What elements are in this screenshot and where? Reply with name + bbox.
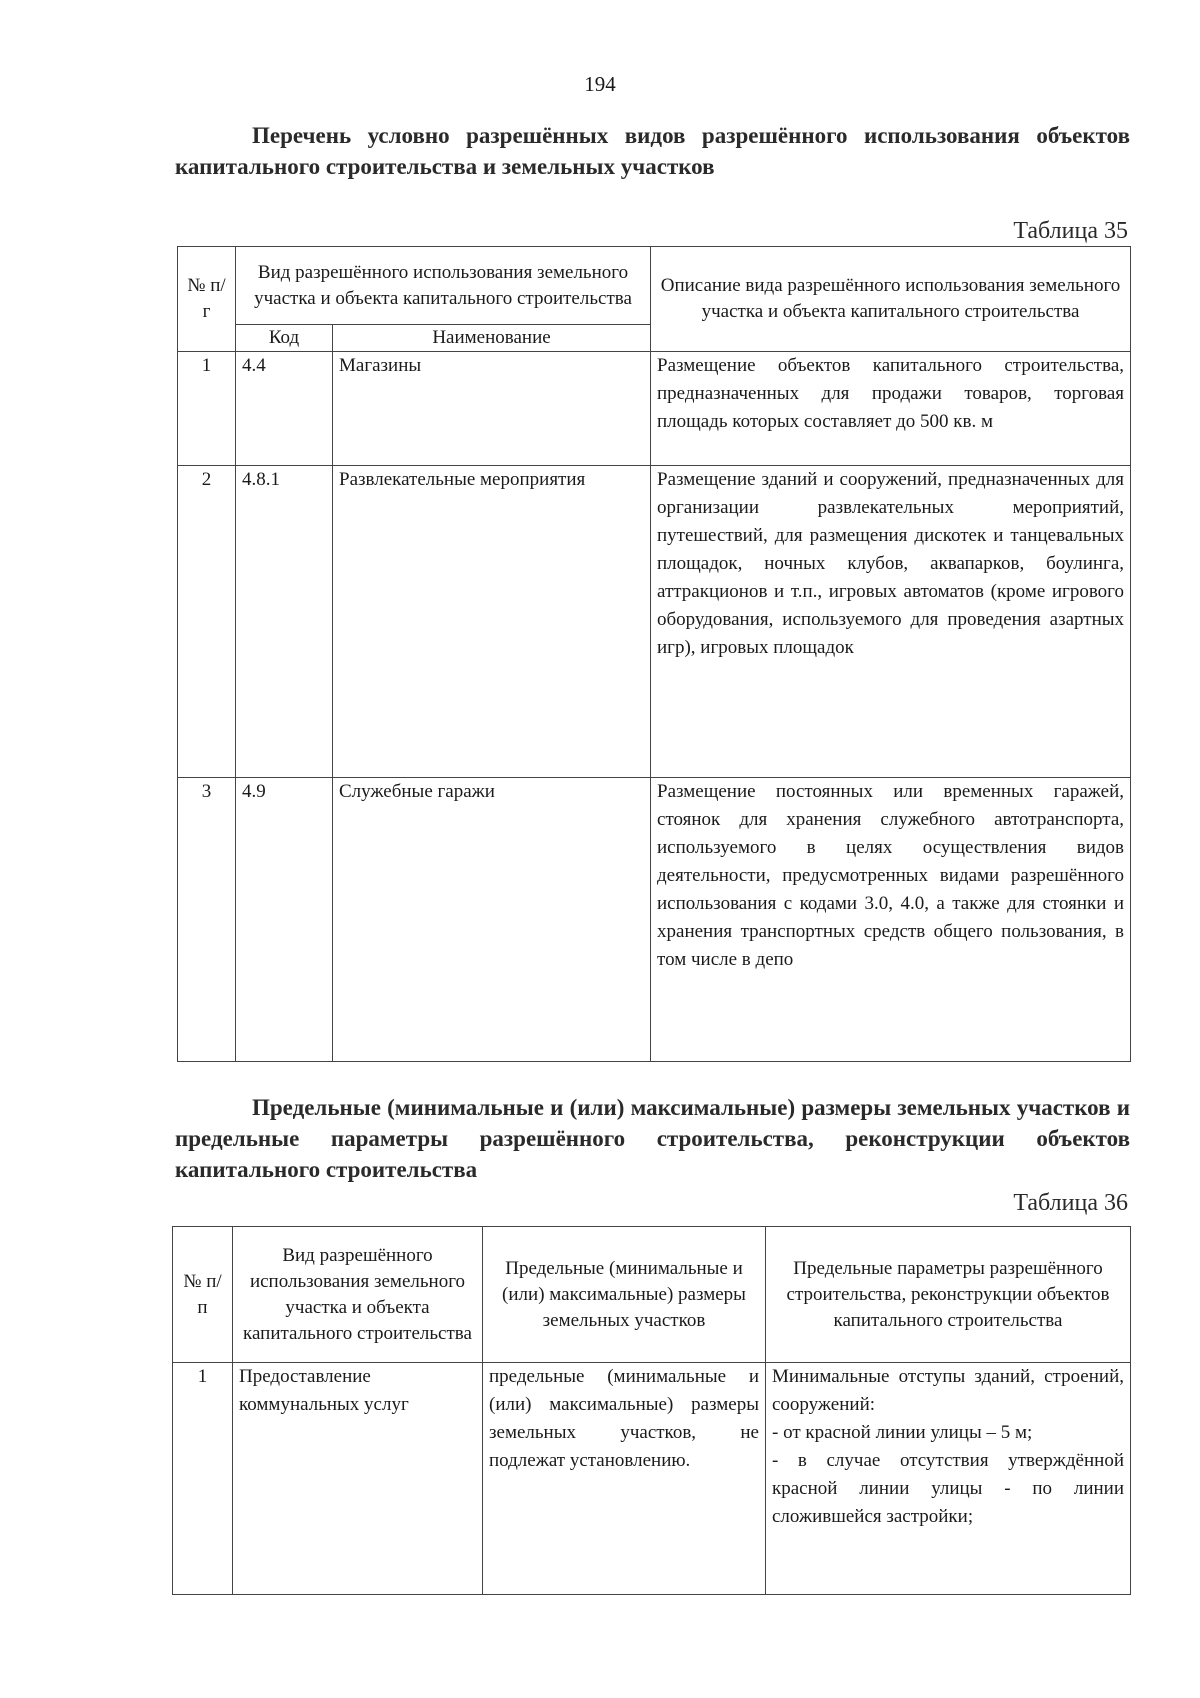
table-header-row xyxy=(173,1227,1131,1363)
row-description: Размещение зданий и сооружений, предназначенных для организации развлекательных мероприятий, путешествий, для размещения дискотек и танцевальных площадок, ночных клубов, аквапарков, боулинга, аттракционов и т.п., игровых автоматов (кроме игрового оборудования, используемого для проведения азартных игр), игровых площадок xyxy=(651,466,1131,778)
row-code: 4.9 xyxy=(236,778,333,1062)
table-row xyxy=(178,778,1131,1062)
row-num: 1 xyxy=(173,1363,233,1595)
heading-parameters: Предельные (минимальные и (или) максимальные) размеры земельных участков и предельные параметры разрешённого строительства, реконструкции объектов капитального строительства xyxy=(175,1095,1130,1182)
row-build-params xyxy=(766,1363,1131,1595)
table-36-caption: Таблица 36 xyxy=(1013,1190,1128,1216)
param-no-red-line: - в случае отсутствия утверждённой красной линии улицы - по линии сложившейся застройки; xyxy=(772,1450,1124,1527)
row-use-kind: Предоставление коммунальных услуг xyxy=(233,1363,483,1595)
param-setbacks: Минимальные отступы зданий, строений, сооружений: xyxy=(772,1366,1124,1415)
heading-permitted-uses: Перечень условно разрешённых видов разрешённого использования объектов капитального строительства и земельных участков xyxy=(175,123,1130,179)
row-num: 3 xyxy=(178,778,236,1062)
header-name: Наименование xyxy=(333,325,651,352)
table-row xyxy=(178,466,1131,778)
header-use-kind: Вид разрешённого использования земельного участка и объекта капитального строительства xyxy=(236,247,651,325)
table-row xyxy=(178,352,1131,466)
header-num: № п/г xyxy=(178,247,236,352)
page-number: 194 xyxy=(584,72,616,96)
table-36 xyxy=(172,1226,1131,1595)
row-code: 4.8.1 xyxy=(236,466,333,778)
header-build-params: Предельные параметры разрешённого строительства, реконструкции объектов капитального строительства xyxy=(766,1227,1131,1363)
row-name: Развлекательные мероприятия xyxy=(333,466,651,778)
header-plot-sizes: Предельные (минимальные и (или) максимальные) размеры земельных участков xyxy=(483,1227,766,1363)
table-35 xyxy=(177,246,1131,1062)
table-header-row xyxy=(178,247,1131,325)
header-code: Код xyxy=(236,325,333,352)
row-name: Магазины xyxy=(333,352,651,466)
header-num: № п/п xyxy=(173,1227,233,1363)
header-use-kind: Вид разрешённого использования земельного участка и объекта капитального строительства xyxy=(233,1227,483,1363)
header-description: Описание вида разрешённого использования земельного участка и объекта капитального строительства xyxy=(651,247,1131,352)
table-row xyxy=(173,1363,1131,1595)
row-plot-sizes: предельные (минимальные и (или) максимальные) размеры земельных участков, не подлежат установлению. xyxy=(483,1363,766,1595)
row-num: 2 xyxy=(178,466,236,778)
row-num: 1 xyxy=(178,352,236,466)
row-description: Размещение объектов капитального строительства, предназначенных для продажи товаров, торговая площадь которых составляет до 500 кв. м xyxy=(651,352,1131,466)
row-code: 4.4 xyxy=(236,352,333,466)
param-red-line: - от красной линии улицы – 5 м; xyxy=(772,1422,1033,1443)
row-description: Размещение постоянных или временных гаражей, стоянок для хранения служебного автотранспорта, используемого в целях осуществления видов деятельности, предусмотренных видами разрешённого использования с кодами 3.0, 4.0, а также для стоянки и хранения транспортных средств общего пользования, в том числе в депо xyxy=(651,778,1131,1062)
row-name: Служебные гаражи xyxy=(333,778,651,1062)
table-35-caption: Таблица 35 xyxy=(1013,218,1128,244)
